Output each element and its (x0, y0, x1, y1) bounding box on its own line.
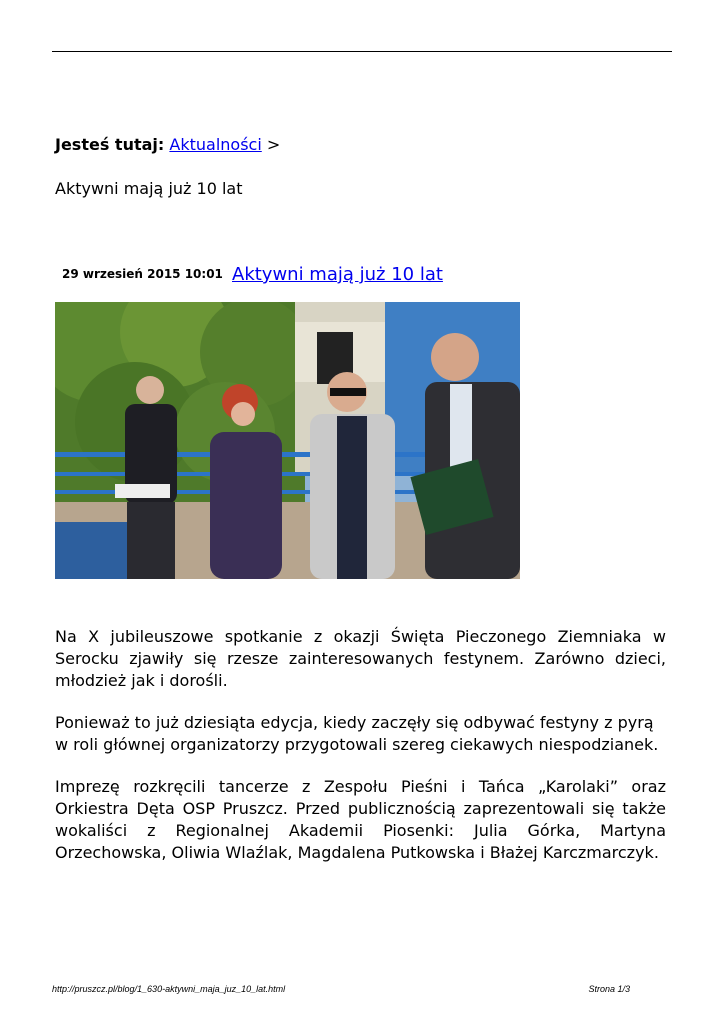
post-title-link[interactable]: Aktywni mają już 10 lat (232, 264, 443, 285)
breadcrumb-link-aktualnosci[interactable]: Aktualności (169, 135, 262, 154)
breadcrumb-separator: > (266, 135, 281, 154)
article-paragraph: Imprezę rozkręcili tancerze z Zespołu Pieśni i Tańca „Karolaki” oraz Orkiestra Dęta OSP Pruszcz. Przed publicznością zaprezentowali się także wokaliści z Regionalnej Akademii Piosenki: Julia Górka, Martyna Orzechowska, Oliwia Wlaźlak, Magdalena Putkowska i Błażej Karczmarczyk. (55, 777, 666, 862)
breadcrumb (55, 135, 280, 155)
breadcrumb-label: Jesteś tutaj: (55, 135, 165, 154)
footer-page-number: Strona 1/3 (588, 984, 630, 994)
post-meta (62, 264, 443, 285)
footer-url: http://pruszcz.pl/blog/1_630-aktywni_maja_juz_10_lat.html (52, 984, 286, 994)
post-date: 29 wrzesień 2015 10:01 (62, 267, 223, 281)
article-paragraph: Na X jubileuszowe spotkanie z okazji Święta Pieczonego Ziemniaka w Serocku zjawiły się rzesze zainteresowanych festynem. Zarówno dzieci, młodzież jak i dorośli. (55, 627, 666, 690)
article-paragraph: Ponieważ to już dziesiąta edycja, kiedy zaczęły się odbywać festyny z pyrą w roli głównej organizatorzy przygotowali szereg ciekawych niespodzianek. (55, 713, 659, 754)
article-body (55, 626, 666, 884)
article-photo (55, 302, 520, 579)
header-divider (52, 51, 672, 52)
page-title: Aktywni mają już 10 lat (55, 179, 243, 198)
